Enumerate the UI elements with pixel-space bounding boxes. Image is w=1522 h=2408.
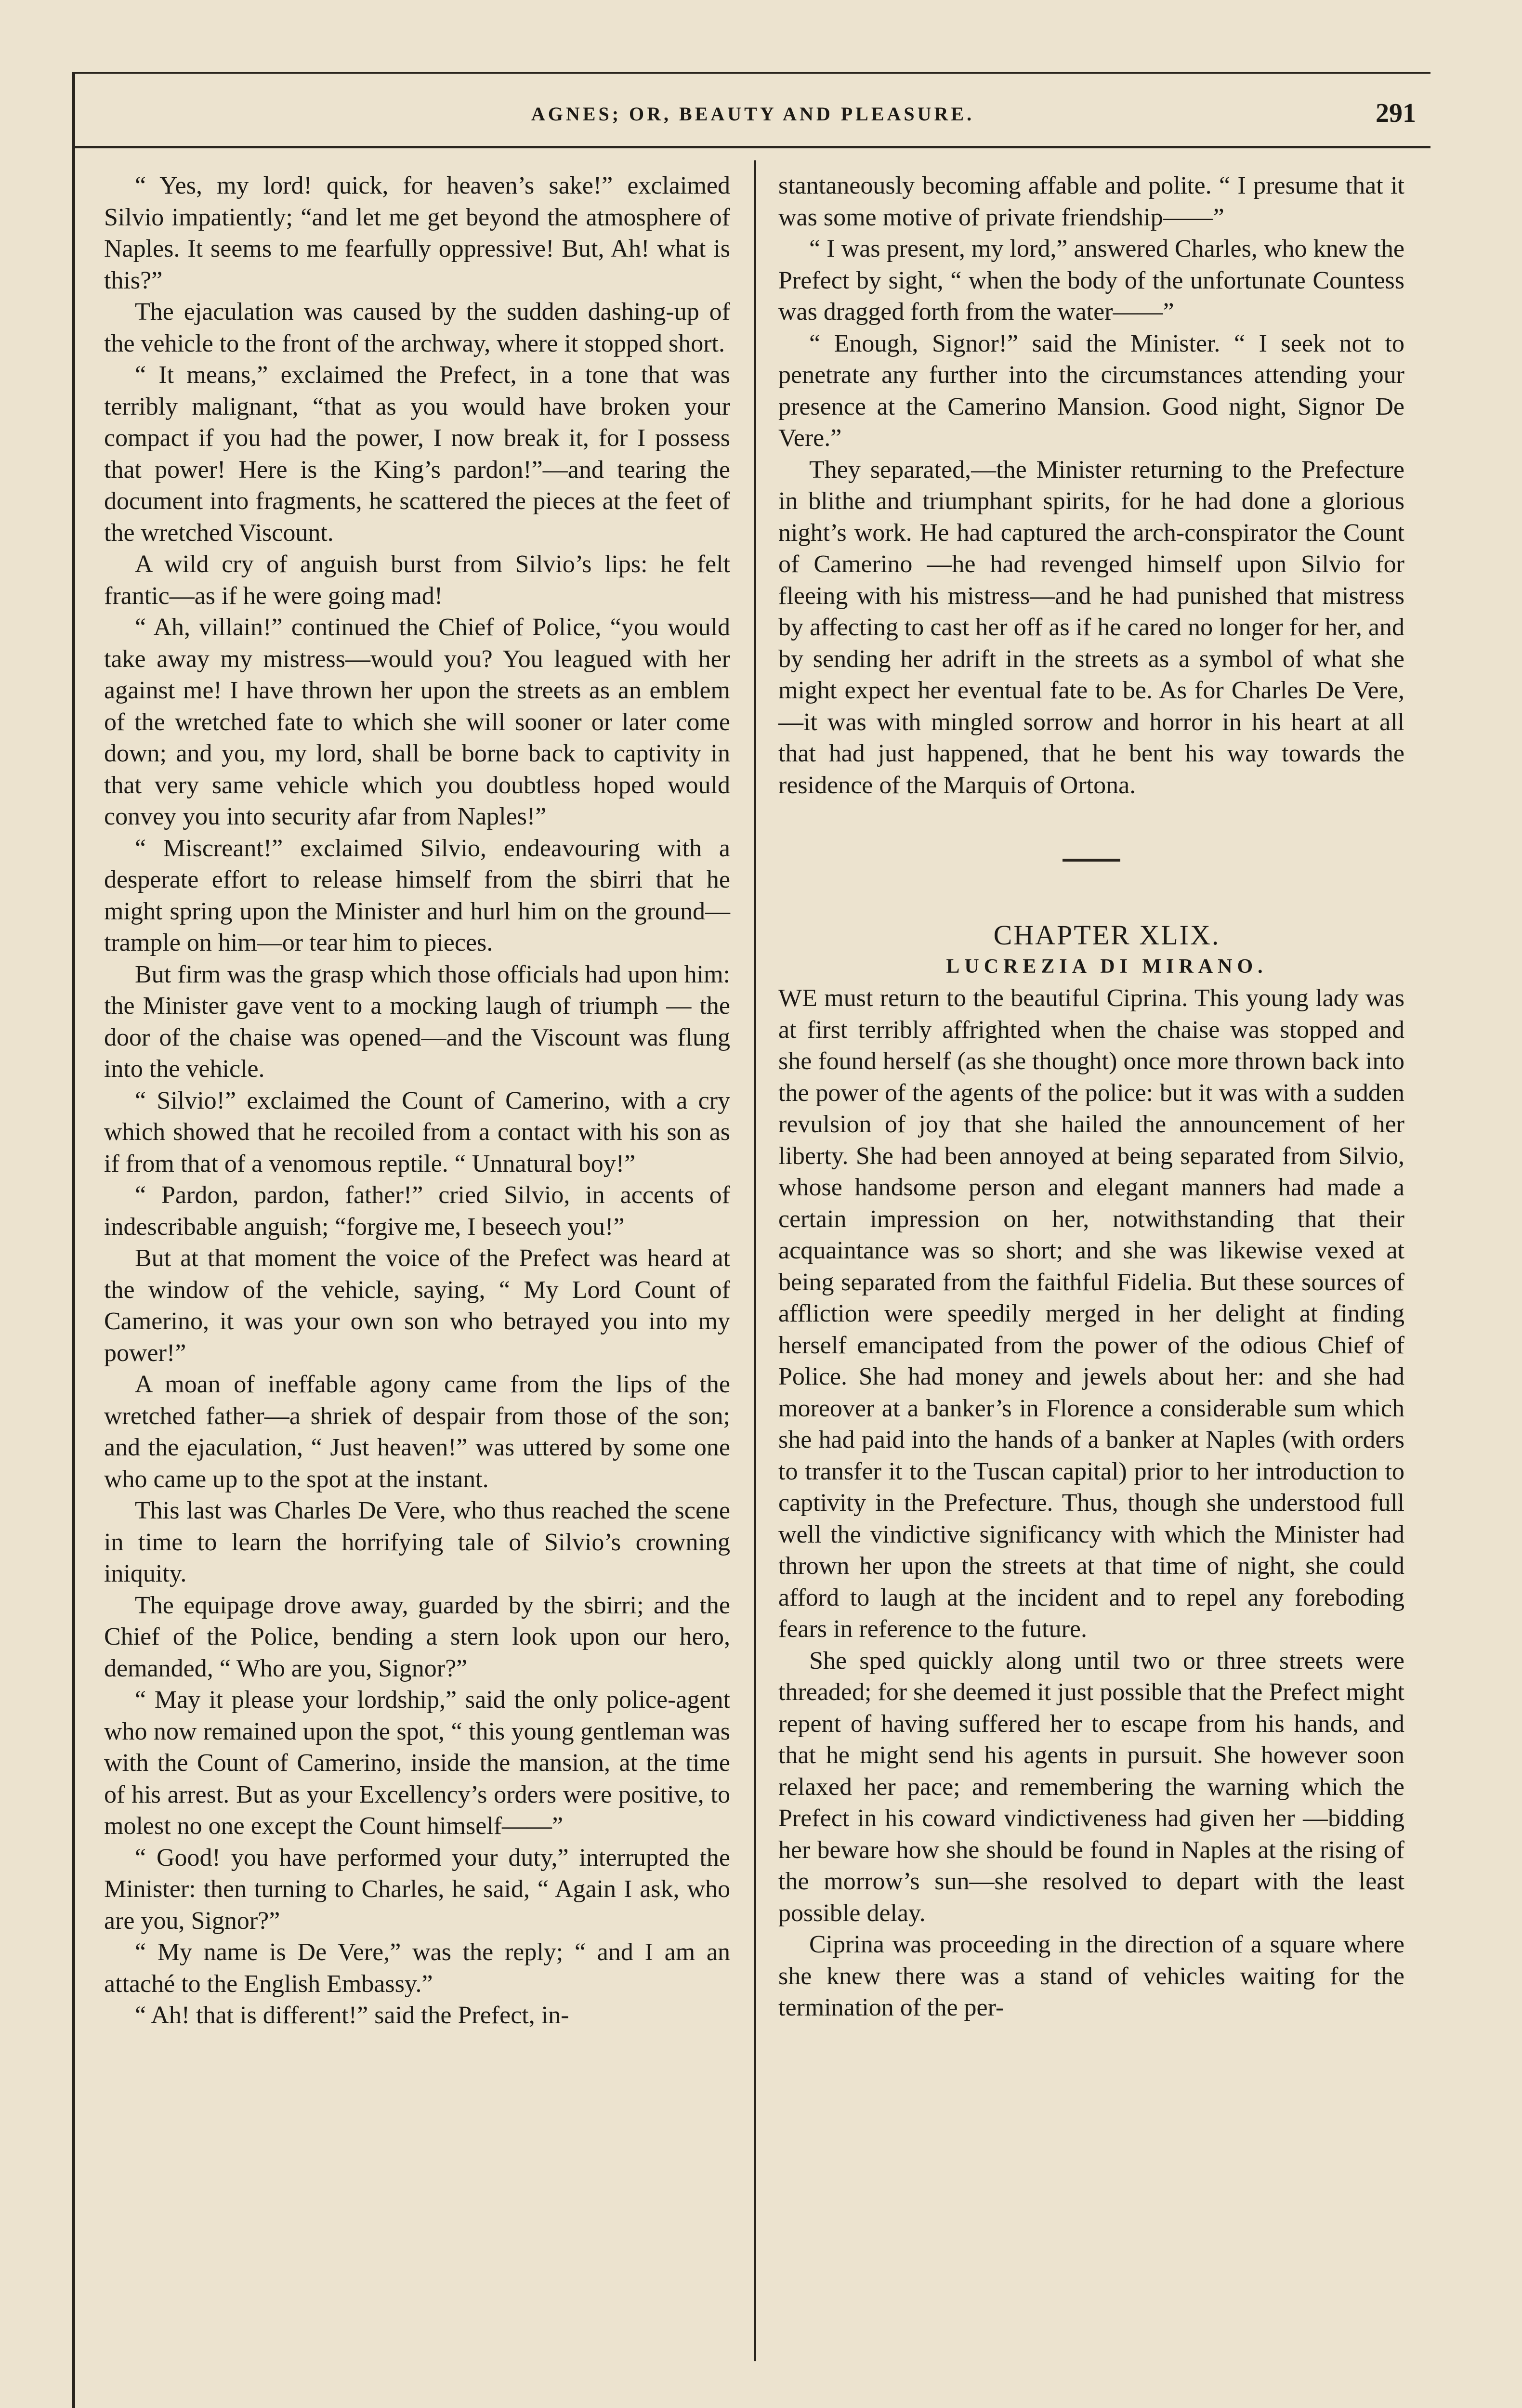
paragraph: “ May it please your lordship,” said the only police-agent who now remained upon the spot, “ this young gentleman was with the Count of Camerino, inside the mansion, at the time of his arrest. But as your Excellency’s orders were positive, to molest no one except the Count himself——” [104, 1686, 730, 1840]
section-rule [1063, 859, 1120, 862]
paragraph: This last was Charles De Vere, who thus reached the scene in time to learn the horrifying tale of Silvio’s crowning iniquity. [104, 1497, 730, 1587]
paragraph: A moan of ineffable agony came from the lips of the wretched father—a shriek of despair from those of the son; and the ejaculation, “ Just heaven!” was uttered by some one who came up to the spot at the instant. [104, 1371, 730, 1493]
left-column [104, 170, 730, 2031]
paragraph: “ I was present, my lord,” answered Charles, who knew the Prefect by sight, “ when the body of the unfortunate Countess was dragged forth from the water——” [778, 235, 1404, 326]
paragraph: “ Yes, my lord! quick, for heaven’s sake!” exclaimed Silvio impatiently; “and let me get beyond the atmosphere of Naples. It seems to me fearfully oppressive! But, Ah! what is this?” [104, 172, 730, 294]
paragraph: But firm was the grasp which those officials had upon him: the Minister gave vent to a mocking laugh of triumph — the door of the chaise was opened—and the Viscount was flung into the vehicle. [104, 960, 730, 1083]
paragraph: But at that moment the voice of the Prefect was heard at the window of the vehicle, saying, “ My Lord Count of Camerino, it was your own son who betrayed you into my power!” [104, 1244, 730, 1367]
paragraph: “ Ah, villain!” continued the Chief of Police, “you would take away my mistress—would you? You leagued with her against me! I have thrown her upon the streets as an emblem of the wretched fate to which she will sooner or later come down; and you, my lord, shall be borne back to captivity in that very same vehicle which you doubtless hoped would convey you into security afar from Naples!” [104, 614, 730, 830]
paragraph: The ejaculation was caused by the sudden dashing-up of the vehicle to the front of the archway, where it stopped short. [104, 298, 730, 357]
header-rule [75, 146, 1430, 148]
paragraph: “ Miscreant!” exclaimed Silvio, endeavouring with a desperate effort to release himself from the sbirri that he might spring upon the Minister and hurl him on the ground—trample on him—or tear him to pieces. [104, 834, 730, 956]
paragraph: A wild cry of anguish burst from Silvio’s lips: he felt frantic—as if he were going mad! [104, 550, 730, 610]
paragraph: “ Enough, Signor!” said the Minister. “ I seek not to penetrate any further into the circumstances attending your presence at the Camerino Mansion. Good night, Signor De Vere.” [778, 329, 1404, 452]
paragraph: “ Silvio!” exclaimed the Count of Camerino, with a cry which showed that he recoiled from a contact with his son as if from that of a venomous reptile. “ Unnatural boy!” [104, 1086, 730, 1178]
paragraph: “ My name is De Vere,” was the reply; “ and I am an attaché to the English Embassy.” [104, 1938, 730, 1998]
chapter-heading: CHAPTER XLIX. [993, 919, 1220, 951]
paragraph: They separated,—the Minister returning to the Prefecture in blithe and triumphant spirits, for he had done a glorious night’s work. He had captured the arch-conspirator the Count of Camerino —he had revenged himself upon Silvio for fleeing with his mistress—and he had punished that mistress by affecting to cast her off as if he cared no longer for her, and by sending her adrift in the streets as a symbol of what she might expect her eventual fate to be. As for Charles De Vere,—it was with mingled sorrow and horror in his heart at all that had just happened, that he bent his way towards the residence of the Marquis of Ortona. [778, 456, 1404, 799]
chapter-subtitle: LUCREZIA DI MIRANO. [946, 955, 1268, 978]
paragraph: stantaneously becoming affable and polite. “ I presume that it was some motive of private friendship——” [778, 172, 1404, 231]
paragraph: “ Good! you have performed your duty,” interrupted the Minister: then turning to Charles, he said, “ Again I ask, who are you, Signor?” [104, 1844, 730, 1935]
paragraph: The equipage drove away, guarded by the sbirri; and the Chief of the Police, bending a stern look upon our hero, demanded, “ Who are you, Signor?” [104, 1591, 730, 1682]
paragraph: Ciprina was proceeding in the direction of a square where she knew there was a stand of vehicles waiting for the termination of the per- [778, 1931, 1404, 2021]
paragraph: “ Pardon, pardon, father!” cried Silvio, in accents of indescribable anguish; “forgive me, I beseech you!” [104, 1181, 730, 1241]
paragraph: “ It means,” exclaimed the Prefect, in a tone that was terribly malignant, “that as you would have broken your compact if you had the power, I now break it, for I possess that power! Here is the King’s pardon!”—and tearing the document into fragments, he scattered the pieces at the feet of the wretched Viscount. [104, 361, 730, 547]
book-page [72, 72, 1430, 2408]
paragraph: “ Ah! that is different!” said the Prefect, in- [135, 2002, 569, 2029]
paragraph: She sped quickly along until two or three streets were threaded; for she deemed it just possible that the Prefect might repent of having suffered her to escape from his hands, and that he might send his agents in pursuit. She however soon relaxed her pace; and remembering the warning which the Prefect in his coward vindictiveness had given her —bidding her beware how she should be found in Naples at the rising of the morrow’s sun—she resolved to depart with the least possible delay. [778, 1647, 1404, 1927]
column-divider [754, 160, 756, 2361]
page-header [75, 98, 1430, 141]
right-column [778, 170, 1404, 2024]
running-title: AGNES; OR, BEAUTY AND PLEASURE. [531, 103, 975, 125]
paragraph: WE must return to the beautiful Ciprina. This young lady was at first terribly affrighted when the chaise was stopped and she found herself (as she thought) once more thrown back into the power of the agents of the police: but it was with a sudden revulsion of joy that she hailed the announcement of her liberty. She had been annoyed at being separated from Silvio, whose handsome person and elegant manners had made a certain impression on her, notwithstanding that their acquaintance was so short; and she was likewise vexed at being separated from the faithful Fidelia. But these sources of affliction were speedily merged in her delight at finding herself emancipated from the power of the odious Chief of Police. She had money and jewels about her: and she had moreover at a banker’s in Florence a considerable sum which she had paid into the hands of a banker at Naples (with orders to transfer it to the Tuscan capital) prior to her introduction to captivity in the Prefecture. Thus, though she understood full well the vindictive significancy with which the Minister had thrown her upon the streets at that time of night, she could afford to laugh at the incident and to repel any foreboding fears in reference to the future. [778, 984, 1404, 1643]
page-number: 291 [1376, 98, 1416, 128]
